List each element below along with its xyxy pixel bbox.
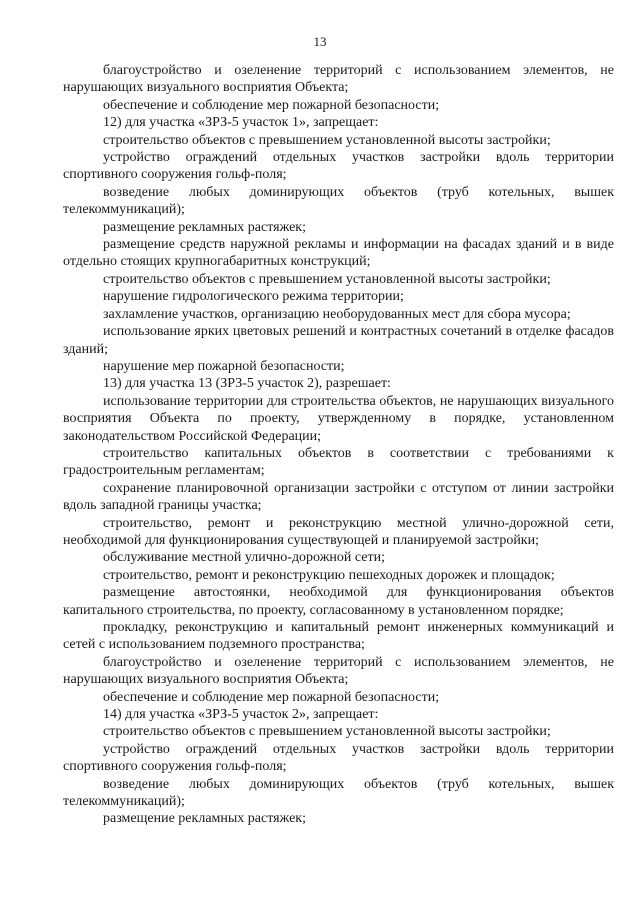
section-heading-14: 14) для участка «ЗРЗ-5 участок 2», запрещает: bbox=[103, 707, 379, 723]
paragraph: возведение любых доминирующих объектов (труб котельных, вышек телекоммуникаций); bbox=[63, 184, 614, 218]
paragraph: строительство объектов с превышением установленной высоты застройки; bbox=[103, 271, 551, 287]
paragraph: размещение рекламных растяжек; bbox=[103, 219, 306, 235]
paragraph: благоустройство и озеленение территорий с использованием элементов, не нарушающих визуального восприятия Объекта; bbox=[63, 654, 614, 688]
document-body bbox=[63, 62, 614, 828]
paragraph: обслуживание местной улично-дорожной сети; bbox=[103, 550, 385, 566]
paragraph: использование территории для строительства объектов, не нарушающих визуального восприятия Объекта по проекту, утвержденному в порядке, установленном законодательством Российской Федерации; bbox=[63, 393, 614, 444]
paragraph: обеспечение и соблюдение мер пожарной безопасности; bbox=[103, 97, 440, 113]
paragraph: возведение любых доминирующих объектов (труб котельных, вышек телекоммуникаций); bbox=[63, 776, 614, 810]
paragraph: нарушение мер пожарной безопасности; bbox=[103, 358, 345, 374]
paragraph: сохранение планировочной организации застройки с отступом от линии застройки вдоль западной границы участка; bbox=[63, 480, 614, 514]
page-number: 13 bbox=[313, 34, 327, 49]
section-heading-13: 13) для участка 13 (ЗРЗ-5 участок 2), разрешает: bbox=[103, 376, 391, 392]
paragraph: захламление участков, организацию необорудованных мест для сбора мусора; bbox=[103, 306, 571, 322]
paragraph: устройство ограждений отдельных участков застройки вдоль территории спортивного сооружения гольф-поля; bbox=[63, 150, 614, 183]
paragraph: строительство объектов с превышением установленной высоты застройки; bbox=[103, 132, 551, 148]
paragraph: размещение средств наружной рекламы и информации на фасадах зданий и в виде отдельно стоящих крупногабаритных конструкций; bbox=[63, 237, 614, 270]
paragraph: устройство ограждений отдельных участков застройки вдоль территории спортивного сооружения гольф-поля; bbox=[63, 741, 614, 775]
paragraph: размещение рекламных растяжек; bbox=[103, 811, 306, 827]
paragraph: строительство объектов с превышением установленной высоты застройки; bbox=[103, 724, 551, 740]
paragraph: нарушение гидрологического режима территории; bbox=[103, 289, 404, 305]
paragraph: обеспечение и соблюдение мер пожарной безопасности; bbox=[103, 689, 440, 705]
paragraph: строительство, ремонт и реконструкцию пешеходных дорожек и площадок; bbox=[103, 567, 555, 583]
paragraph: благоустройство и озеленение территорий с использованием элементов, не нарушающих визуального восприятия Объекта; bbox=[63, 63, 614, 96]
section-heading-12: 12) для участка «ЗРЗ-5 участок 1», запрещает: bbox=[103, 115, 379, 131]
paragraph: использование ярких цветовых решений и контрастных сочетаний в отделке фасадов зданий; bbox=[63, 324, 614, 357]
paragraph: строительство, ремонт и реконструкцию местной улично-дорожной сети, необходимой для функционирования существующей и планируемой застройки; bbox=[63, 515, 614, 548]
paragraph: строительство капитальных объектов в соответствии с требованиями к градостроительным регламентам; bbox=[63, 445, 614, 479]
paragraph: размещение автостоянки, необходимой для функционирования объектов капитального строительства, по проекту, согласованному в установленном порядке; bbox=[63, 585, 614, 618]
paragraph: прокладку, реконструкцию и капитальный ремонт инженерных коммуникаций и сетей с использованием подземного пространства; bbox=[63, 620, 614, 653]
